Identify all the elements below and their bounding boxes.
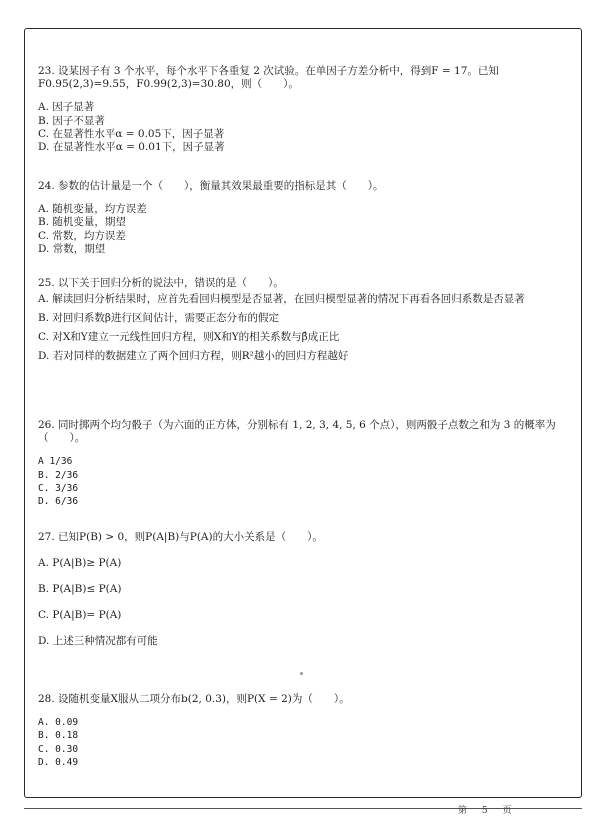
option-c: C. 3/36 <box>38 482 79 494</box>
option-d: D. 若对同样的数据建立了两个回归方程，则R²越小的回归方程越好 <box>38 350 349 363</box>
question-28 <box>38 682 350 769</box>
option-a: A. P(A|B)≥ P(A) <box>38 556 122 569</box>
page-number: 第 5 页 <box>458 806 518 816</box>
option-d: D. 6/36 <box>38 496 79 508</box>
option-a: A. 解读回归分析结果时，应首先看回归模型是否显著，在回归模型显著的情况下再看各回归系数是否显著 <box>38 292 525 305</box>
question-stem: 同时掷两个均匀骰子（为六面的正方体，分别标有 1, 2, 3, 4, 5, 6 个点），则两骰子点数之和为 3 的概率为（ ）。 <box>38 418 556 444</box>
question-stem: 以下关于回归分析的说法中，错误的是（ ）。 <box>58 276 284 289</box>
question-23 <box>38 54 578 154</box>
option-d: D. 常数，期望 <box>38 242 106 255</box>
question-26 <box>38 408 578 508</box>
option-b: B. 因子不显著 <box>38 114 105 127</box>
option-b: B. P(A|B)≤ P(A) <box>38 582 122 595</box>
question-27 <box>38 520 323 660</box>
scan-speck <box>300 672 303 675</box>
question-number: 26. <box>38 418 55 431</box>
option-d: D. 上述三种情况都有可能 <box>38 634 158 647</box>
option-b: B. 随机变量，期望 <box>38 216 126 229</box>
question-24 <box>38 169 384 256</box>
option-a: A. 0.09 <box>38 717 79 729</box>
question-25 <box>38 266 525 370</box>
question-number: 25. <box>38 276 55 289</box>
option-c: C. 常数，均方误差 <box>38 229 126 242</box>
option-c: C. 0.30 <box>38 743 79 755</box>
question-stem: 设某因子有 3 个水平，每个水平下各重复 2 次试验。在单因子方差分析中，得到F = 17。已知 F0.95(2,3)=9.55，F0.99(2,3)=30.80，则（ ）。 <box>38 64 499 90</box>
question-stem: 已知P(B) > 0，则P(A|B)与P(A)的大小关系是（ ）。 <box>58 530 323 543</box>
option-b: B. 0.18 <box>38 730 79 742</box>
question-number: 28. <box>38 692 55 705</box>
option-d: D. 在显著性水平α = 0.01下，因子显著 <box>38 141 225 154</box>
question-number: 23. <box>38 64 55 77</box>
option-d: D. 0.49 <box>38 756 79 768</box>
option-c: C. 对X和Y建立一元线性回归方程，则X和Y的相关系数与β̂成正比 <box>38 331 340 344</box>
option-a: A 1/36 <box>38 456 73 468</box>
option-b: B. 对回归系数β进行区间估计，需要正态分布的假定 <box>38 311 279 324</box>
option-a: A. 因子显著 <box>38 101 95 114</box>
question-stem: 设随机变量X服从二项分布b(2, 0.3)，则P(X = 2)为（ ）。 <box>58 692 350 705</box>
option-a: A. 随机变量，均方误差 <box>38 203 147 216</box>
question-number: 27. <box>38 530 55 543</box>
question-number: 24. <box>38 179 55 192</box>
question-stem: 参数的估计量是一个（ ），衡量其效果最重要的指标是其（ ）。 <box>58 179 384 192</box>
option-b: B. 2/36 <box>38 469 79 481</box>
option-c: C. P(A|B)= P(A) <box>38 608 122 621</box>
option-c: C. 在显著性水平α = 0.05下，因子显著 <box>38 127 225 140</box>
